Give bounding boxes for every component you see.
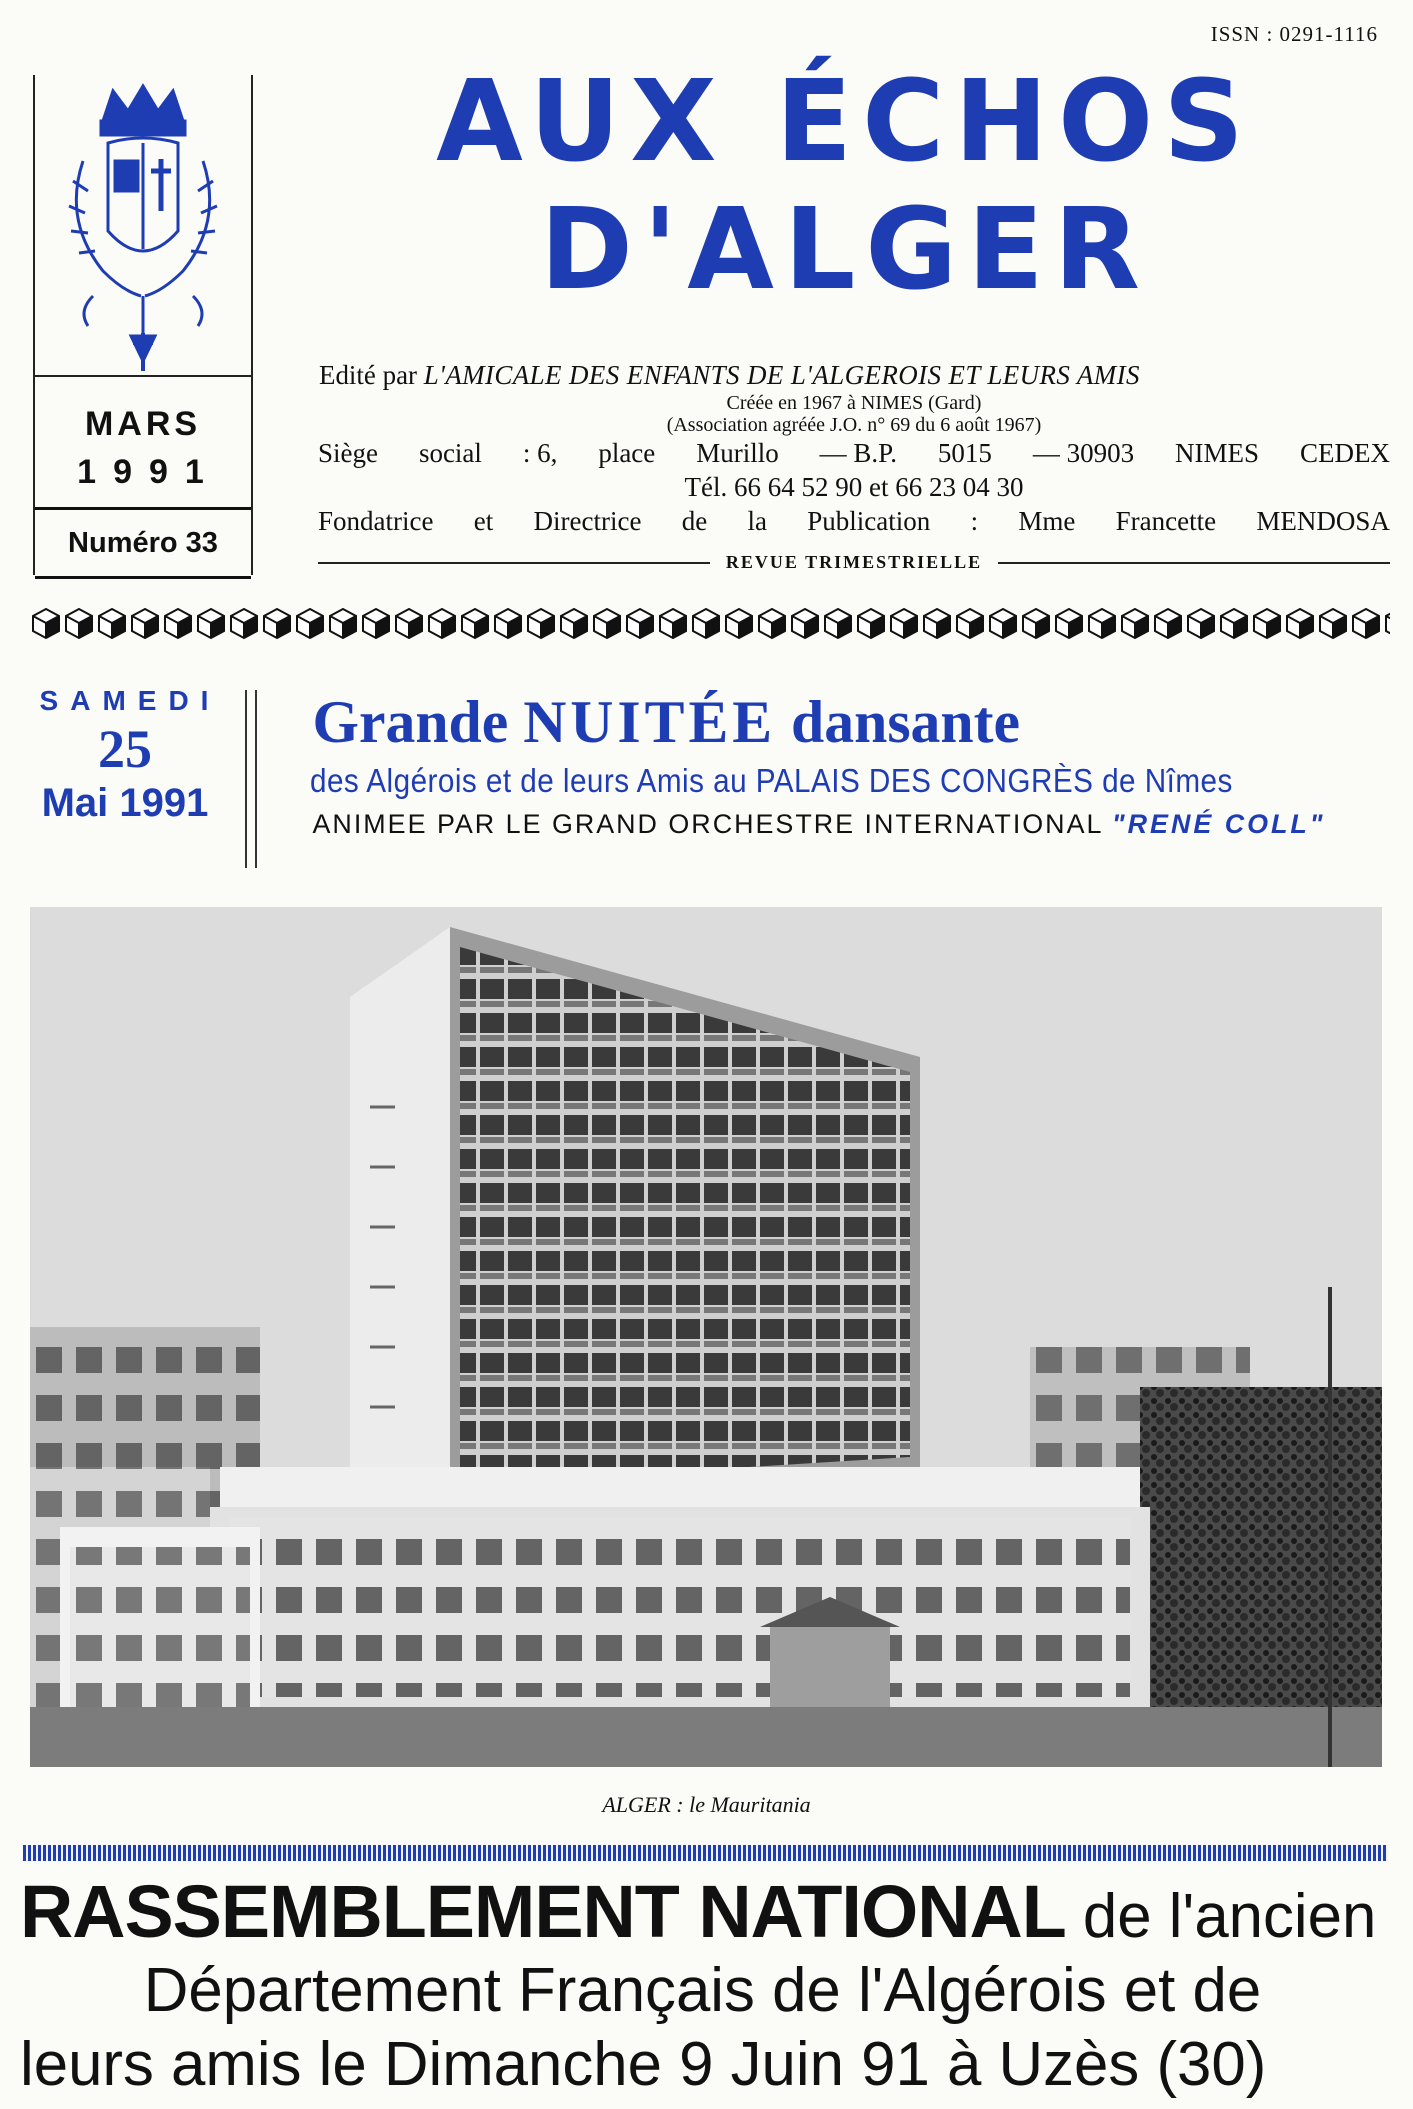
rally-line-3: leurs amis le Dimanche 9 Juin 91 à Uzès (30) (20, 2030, 1267, 2099)
event-month-year: Mai 1991 (41, 781, 209, 825)
registration-note: (Association agréée J.O. n° 69 du 6 août 1967) (666, 414, 1042, 436)
issue-number: Numéro 33 (35, 507, 251, 579)
photo-caption: ALGER : le Mauritania (602, 1792, 811, 1817)
edited-by-label: Edité par (319, 360, 418, 390)
event-date (25, 685, 225, 825)
event-subtitle: des Algérois et de leurs Amis au PALAIS DES CONGRÈS de Nîmes (310, 762, 1233, 799)
event-orchestra: ANIMEE PAR LE GRAND ORCHESTRE INTERNATIONAL "RENÉ COLL" (312, 809, 1326, 839)
publisher-block (318, 358, 1390, 538)
mauritania-building-photo (30, 907, 1382, 1767)
decorative-cube-border (30, 605, 1390, 641)
head-office-address: Siège social : 6, place Murillo — B.P. 5015 — 30903 NIMES CEDEX (318, 438, 1390, 468)
publication-director: Fondatrice et Directrice de la Publication : Mme Francette MENDOSA (318, 506, 1390, 536)
issn-number: ISSN : 0291-1116 (1210, 22, 1378, 46)
rule-left (318, 562, 710, 564)
issue-year: 1991 (77, 453, 221, 491)
masthead-title (300, 58, 1390, 314)
issue-cartouche (33, 75, 253, 575)
publisher-line (319, 358, 1389, 392)
orchestra-name: "RENÉ COLL" (1111, 809, 1326, 839)
creation-note: Créée en 1967 à NIMES (Gard) (726, 392, 982, 414)
event-weekday: SAMEDI (39, 685, 221, 716)
frequency-row (318, 552, 1390, 573)
issue-month: MARS (84, 405, 202, 443)
decorative-blue-band (23, 1845, 1388, 1861)
rally-line-1: RASSEMBLEMENT NATIONAL de l'ancien (20, 1870, 1377, 1953)
phone-numbers: Tél. 66 64 52 90 et 66 23 04 30 (684, 472, 1024, 502)
frequency-label: REVUE TRIMESTRIELLE (725, 552, 983, 572)
association-name: L'AMICALE DES ENFANTS DE L'ALGEROIS ET LEURS AMIS (423, 360, 1140, 390)
masthead-line-2: D'ALGER (540, 185, 1150, 315)
rally-line-2: Département Français de l'Algérois et de (143, 1956, 1262, 2025)
event-title: Grande NUITÉE dansante (312, 689, 1021, 755)
rally-headline-bold: RASSEMBLEMENT NATIONAL (20, 1870, 1066, 1953)
rule-right (998, 562, 1390, 564)
cartouche-divider (35, 375, 251, 377)
event-day: 25 (98, 719, 152, 779)
event-announcement (310, 686, 1390, 844)
coat-of-arms-emblem (53, 81, 233, 381)
rally-announcement (20, 1870, 1390, 2102)
masthead-line-1: AUX ÉCHOS (436, 57, 1254, 187)
event-divider (245, 690, 257, 868)
